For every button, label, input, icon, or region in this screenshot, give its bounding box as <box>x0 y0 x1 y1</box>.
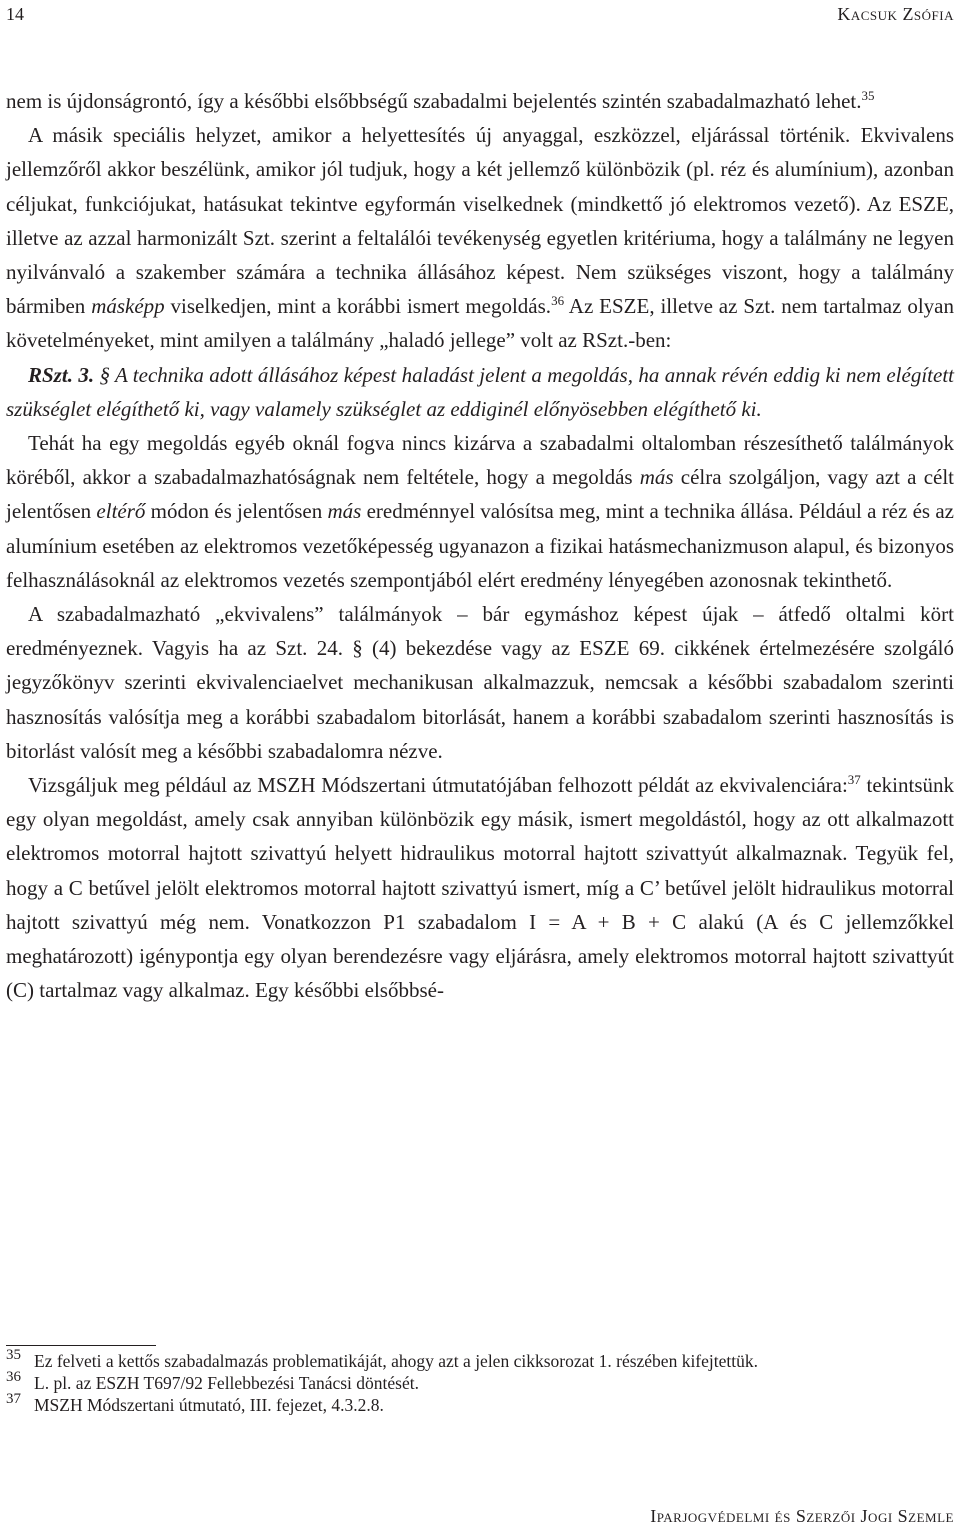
page <box>6 0 954 1537</box>
footnote-text: L. pl. az ESZH T697/92 Fellebbezési Tanácsi döntését. <box>34 1373 419 1393</box>
quotation-text: § A technika adott állásához képest haladást jelent a megoldás, ha annak révén eddig ki nem elégített szükséglet elégíthető ki, vagy valamely szükséglet az eddiginél előnyösebben elégíthető ki. <box>6 362 954 421</box>
paragraph-continuation <box>6 84 954 118</box>
running-head <box>6 2 954 26</box>
footnote-ref-36: 36 <box>551 293 565 309</box>
paragraph-text: tekintsünk egy olyan megoldást, amely csak annyiban különbözik egy másik, ismert megoldástól, hogy az ott alkalmazott elektromos motorral hajtott szivattyú helyett hidraulikus motorral hajtott szivattyút alkalmaznak. Tegyük fel, hogy a C betűvel jelölt elektromos motorral hajtott szivattyú ismert, míg a C’ betűvel jelölt hidraulikus motorral hajtott szivattyú még nem. Vonatkozzon P1 szabadalom I = A + B + C alakú (A és C jellemzőkkel meghatározott) igénypontja egy olyan berendezésre vagy eljárásra, amely elektromos motorral hajtott szivattyút (C) tartalmaz vagy alkalmaz. Egy későbbi elsőbbsé- <box>6 773 955 1003</box>
paragraph-text: Az ESZE, illetve az Szt. nem tartalmaz olyan követelményeket, mint amilyen a találmány „haladó jellege” volt az RSzt.-ben: <box>6 294 954 353</box>
paragraph-overlap: A szabadalmazható „ekvivalens” találmányok – bár egymáshoz képest újak – átfedő oltalmi kört eredményeznek. Vagyis ha az Szt. 24. § (4) bekezdése vagy az ESZE 69. cikkének értelmezésére szolgáló jegyzőkönyv szerinti ekvivalenciaelvet mechanikusan alkalmazzuk, nemcsak a későbbi szabadalom szerinti hasznosítás valósítja meg a korábbi szabadalom bitorlását, hanem a korábbi szabadalom szerinti hasznosítás is bitorlást valósít meg a későbbi szabadalomra nézve. <box>6 602 954 763</box>
footnote-ref-37: 37 <box>847 772 861 788</box>
paragraph-text: Tehát ha egy megoldás egyéb oknál fogva nincs kizárva a szabadalmi oltalomban részesíthető találmányok köréből, akkor a szabadalmazhatóságnak nem feltétele, hogy a megoldás <box>6 431 954 490</box>
paragraph-text: eredménnyel valósítsa meg, mint a technika állása. Például a réz és az alumínium esetében az elektromos vezetőképesség ugyanazon a fizikai hatásmechanizmuson alapul, és bizonyos felhasználásoknál az elektromos vezetés szempontjából elért eredmény lényegében azonosnak tekinthető. <box>6 499 955 592</box>
paragraph-text: módon és jelentősen <box>145 499 328 524</box>
paragraph-text: Vizsgáljuk meg például az MSZH Módszertani útmutatójában felhozott példát az ekvivalenciára: <box>28 773 848 798</box>
footnote-text: Ez felveti a kettős szabadalmazás problematikáját, ahogy azt a jelen cikksorozat 1. részében kifejtettük. <box>34 1351 758 1371</box>
paragraph-patentability <box>6 426 954 597</box>
footnote-36 <box>6 1369 954 1394</box>
emphasis-text: más <box>639 465 674 490</box>
article-body <box>6 84 954 1007</box>
footnote-divider <box>6 1345 156 1346</box>
law-quotation <box>6 358 954 426</box>
emphasis-text: másképp <box>91 294 165 319</box>
footnote-number: 37 <box>6 1391 21 1407</box>
footnotes <box>6 1347 954 1416</box>
paragraph-text: viselkedjen, mint a korábbi ismert megoldás. <box>164 294 552 319</box>
footnote-35 <box>6 1347 954 1372</box>
footnote-37 <box>6 1391 954 1416</box>
footnote-number: 36 <box>6 1369 21 1385</box>
footnote-text: MSZH Módszertani útmutató, III. fejezet, 4.3.2.8. <box>34 1395 384 1415</box>
emphasis-text: más <box>327 499 362 524</box>
footnote-ref-35: 35 <box>861 88 875 103</box>
paragraph-text: nem is újdonságrontó, így a későbbi elsőbbségű szabadalmi bejelentés szintén szabadalmazható lehet. <box>6 89 862 113</box>
running-head-author: Kacsuk Zsófia <box>837 4 954 24</box>
emphasis-text: eltérő <box>96 499 146 524</box>
paragraph-example <box>6 768 954 1007</box>
paragraph-text: A másik speciális helyzet, amikor a helyettesítés új anyaggal, eszközzel, eljárással történik. Ekvivalens jellemzőről akkor beszélünk, amikor jól tudjuk, hogy a két jellemző különbözik (pl. réz és alumínium), azonban céljukat, funkciójukat, hatásukat tekintve egyformán viselkednek (mindkettő jó elektromos vezető). Az ESZE, illetve az azzal harmonizált Szt. szerint a feltalálói tevékenység egyetlen kritériuma, hogy a találmány ne legyen nyilvánvaló a szakember számára a technika állásához képest. Nem szükséges viszont, hogy a találmány bármiben <box>6 123 954 319</box>
paragraph-equivalent-features <box>6 118 954 357</box>
running-foot-journal: Iparjogvédelmi és Szerzői Jogi Szemle <box>650 1506 954 1526</box>
footnote-number: 35 <box>6 1347 21 1363</box>
quotation-label: RSzt. 3. <box>28 362 95 387</box>
page-number: 14 <box>6 4 24 24</box>
paragraph-text: célra szolgáljon, vagy azt a célt jelentősen <box>6 465 955 524</box>
